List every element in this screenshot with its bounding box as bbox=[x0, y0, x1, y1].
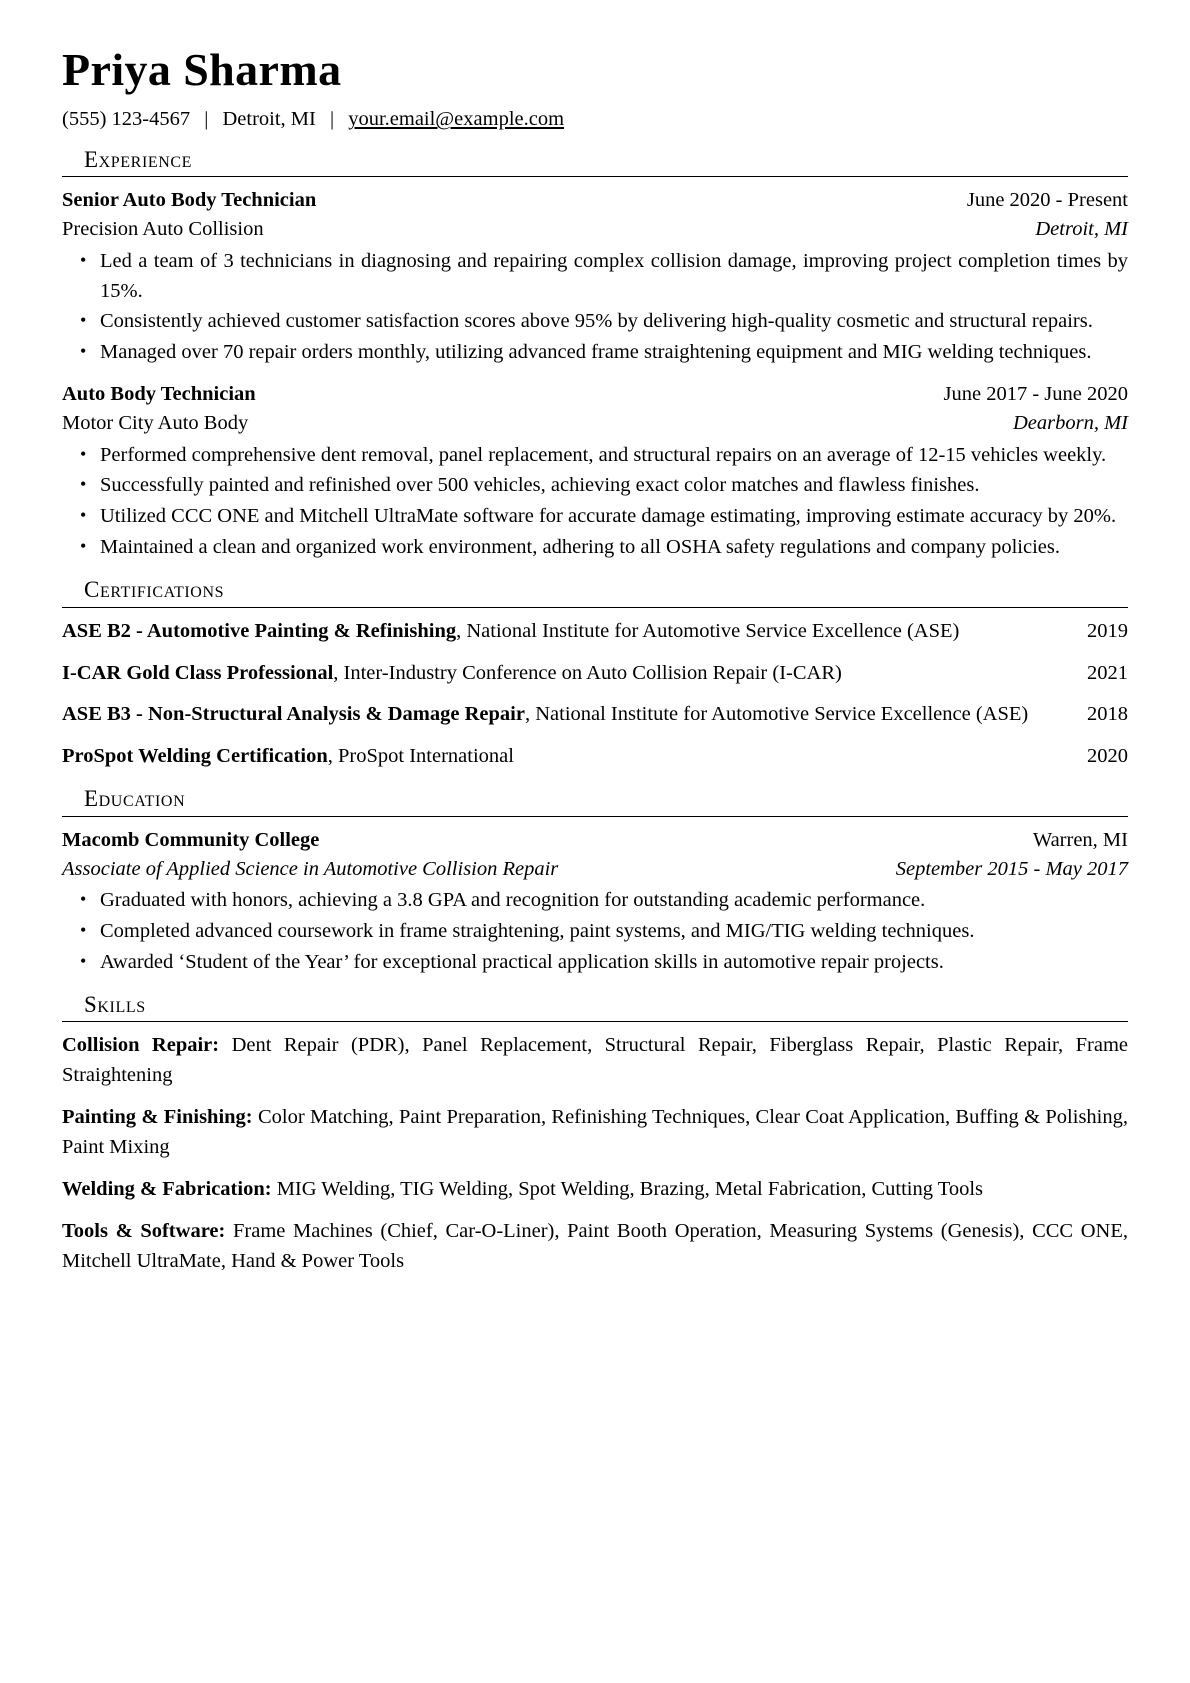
job-bullet: • Managed over 70 repair orders monthly, utilizing advanced frame straightening equipment and MIG welding techniques. bbox=[62, 338, 1128, 368]
job-date: June 2017 - June 2020 bbox=[943, 383, 1128, 406]
contact-line bbox=[62, 106, 1128, 133]
section-skills bbox=[62, 992, 1128, 1277]
education-bullet-list bbox=[62, 886, 1128, 978]
degree-name: Associate of Applied Science in Automotive Collision Repair bbox=[62, 857, 559, 880]
skill-values: MIG Welding, TIG Welding, Spot Welding, Brazing, Metal Fabrication, Cutting Tools bbox=[271, 1177, 984, 1200]
job-company: Precision Auto Collision bbox=[62, 218, 264, 241]
certification-year: 2019 bbox=[1087, 619, 1128, 642]
section-certifications bbox=[62, 577, 1128, 772]
job-title: Senior Auto Body Technician bbox=[62, 189, 317, 212]
certification-issuer: , National Institute for Automotive Service Excellence (ASE) bbox=[456, 619, 960, 642]
location-text: Detroit, MI bbox=[222, 108, 316, 131]
skill-category: Welding & Fabrication: bbox=[62, 1177, 272, 1200]
education-date: September 2015 - May 2017 bbox=[895, 857, 1128, 880]
candidate-name: Priya Sharma bbox=[62, 44, 342, 95]
section-title-certifications: Certifications bbox=[84, 577, 225, 603]
job-bullet: • Led a team of 3 technicians in diagnosing and repairing complex collision damage, improving project completion times by 15%. bbox=[62, 247, 1128, 307]
skill-values: Color Matching, Paint Preparation, Refinishing Techniques, Clear Coat Application, Buffing & Polishing, Paint Mixing bbox=[62, 1106, 1128, 1158]
section-title-education: Education bbox=[84, 786, 186, 812]
section-title-experience: Experience bbox=[84, 146, 193, 172]
certification-item bbox=[62, 617, 1128, 647]
section-rule bbox=[62, 816, 1128, 817]
school-location: Warren, MI bbox=[1032, 828, 1128, 851]
certification-item bbox=[62, 742, 1128, 772]
certification-year: 2018 bbox=[1087, 703, 1128, 726]
certification-year: 2021 bbox=[1087, 661, 1128, 684]
skill-item bbox=[62, 1031, 1128, 1091]
resume-header bbox=[62, 46, 1128, 133]
experience-entry-headline bbox=[62, 380, 1128, 409]
job-bullet-list bbox=[62, 441, 1128, 564]
job-bullet: • Utilized CCC ONE and Mitchell UltraMate software for accurate damage estimating, improving estimate accuracy by 20%. bbox=[62, 502, 1128, 532]
certification-issuer: , National Institute for Automotive Service Excellence (ASE) bbox=[524, 703, 1029, 726]
skill-item bbox=[62, 1103, 1128, 1163]
education-bullet: • Awarded ‘Student of the Year’ for exceptional practical application skills in automotive repair projects. bbox=[62, 948, 1128, 978]
skill-category: Collision Repair: bbox=[62, 1034, 220, 1057]
experience-entry-subline bbox=[62, 215, 1128, 244]
job-company: Motor City Auto Body bbox=[62, 412, 249, 435]
job-location: Detroit, MI bbox=[1035, 218, 1128, 241]
section-rule bbox=[62, 176, 1128, 177]
skill-values: Dent Repair (PDR), Panel Replacement, Structural Repair, Fiberglass Repair, Plastic Repair, Frame Straightening bbox=[62, 1034, 1128, 1087]
certification-issuer: , ProSpot International bbox=[327, 745, 514, 768]
experience-entry bbox=[62, 186, 1128, 368]
certification-name: ASE B2 - Automotive Painting & Refinishing bbox=[62, 619, 457, 642]
experience-entry-subline bbox=[62, 409, 1128, 438]
experience-entry bbox=[62, 380, 1128, 563]
skill-item bbox=[62, 1217, 1128, 1277]
job-location: Dearborn, MI bbox=[1012, 412, 1128, 435]
job-date: June 2020 - Present bbox=[966, 189, 1128, 212]
education-bullet: • Graduated with honors, achieving a 3.8 GPA and recognition for outstanding academic performance. bbox=[62, 886, 1128, 916]
school-name: Macomb Community College bbox=[62, 828, 320, 851]
email-link[interactable]: your.email@example.com bbox=[348, 108, 565, 131]
section-education bbox=[62, 786, 1128, 977]
job-bullet: • Successfully painted and refinished over 500 vehicles, achieving exact color matches and flawless finishes. bbox=[62, 471, 1128, 501]
job-bullet: • Consistently achieved customer satisfaction scores above 95% by delivering high-quality cosmetic and structural repairs. bbox=[62, 307, 1128, 337]
contact-separator: | bbox=[329, 108, 335, 131]
contact-separator: | bbox=[204, 108, 209, 131]
section-rule bbox=[62, 1021, 1128, 1022]
certification-name: I-CAR Gold Class Professional bbox=[62, 661, 334, 684]
job-bullet: • Performed comprehensive dent removal, panel replacement, and structural repairs on an average of 12-15 vehicles weekly. bbox=[62, 441, 1128, 471]
skill-item bbox=[62, 1175, 1128, 1205]
certification-issuer: , Inter-Industry Conference on Auto Collision Repair (I-CAR) bbox=[333, 661, 842, 684]
job-title: Auto Body Technician bbox=[62, 383, 256, 406]
education-entry-subline bbox=[62, 855, 1128, 884]
education-bullet: • Completed advanced coursework in frame straightening, paint systems, and MIG/TIG welding techniques. bbox=[62, 917, 1128, 947]
job-bullet-list bbox=[62, 247, 1128, 369]
certification-name: ASE B3 - Non-Structural Analysis & Damage Repair bbox=[62, 703, 525, 726]
skill-category: Painting & Finishing: bbox=[62, 1106, 253, 1129]
certification-item bbox=[62, 659, 1128, 689]
section-title-skills: Skills bbox=[84, 991, 146, 1017]
skill-category: Tools & Software: bbox=[62, 1219, 226, 1242]
job-bullet: • Maintained a clean and organized work environment, adhering to all OSHA safety regulations and company policies. bbox=[62, 533, 1128, 563]
experience-entry-headline bbox=[62, 186, 1128, 215]
section-experience bbox=[62, 147, 1128, 563]
skill-values: Frame Machines (Chief, Car-O-Liner), Paint Booth Operation, Measuring Systems (Genesis), CCC ONE, Mitchell UltraMate, Hand & Power Tools bbox=[62, 1219, 1128, 1272]
certification-item bbox=[62, 700, 1128, 730]
education-entry bbox=[62, 826, 1128, 978]
certification-year: 2020 bbox=[1087, 745, 1128, 768]
phone-text: (555) 123-4567 bbox=[62, 108, 191, 131]
certification-name: ProSpot Welding Certification bbox=[62, 745, 328, 768]
section-rule bbox=[62, 607, 1128, 608]
education-entry-headline bbox=[62, 826, 1128, 855]
